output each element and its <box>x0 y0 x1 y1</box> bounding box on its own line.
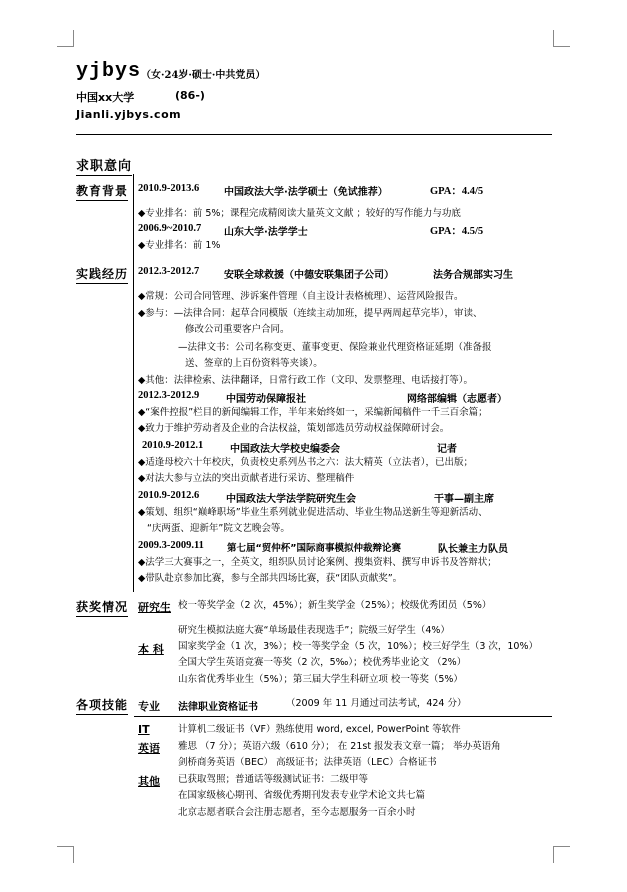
prac1-line2: ◆参与：—法律合同：起草合同模版（连续主动加班，提早两周起草完毕），审读、 <box>138 308 483 319</box>
prac2-org: 中国劳动保障报社 <box>226 394 306 405</box>
edu1-note: ◆专业排名：前 5%；课程完成精阅读大量英文文献 ；较好的写作能力与功底 <box>138 208 461 219</box>
awards-ug-label: 本 科 <box>138 643 164 656</box>
prac2-line2: ◆致力于维护劳动者及企业的合法权益，策划部选员劳动权益保障研讨会。 <box>138 423 450 434</box>
edu2-school: 山东大学·法学学士 <box>224 227 308 238</box>
edu1-school: 中国政法大学·法学硕士（免试推荐） <box>224 187 388 198</box>
prac4-line2: “庆两蛋、迎新年”院文艺晚会等。 <box>147 523 290 534</box>
skills-other-label: 其他 <box>138 775 160 788</box>
timeline-rule <box>133 174 134 592</box>
prac1-line6: ◆其他：法律检索、法律翻译，日常行政工作（文印、发票整理、电话接打等）。 <box>138 375 474 386</box>
prac5-role: 队长兼主力队员 <box>438 544 508 555</box>
prac1-org: 安联全球救援（中德安联集团子公司） <box>224 270 394 281</box>
prac2-role: 网络部编辑（志愿者） <box>407 394 507 405</box>
phone: (86-) <box>175 89 205 102</box>
header-divider <box>76 134 552 135</box>
crop-mark-top-left <box>57 30 74 47</box>
skills-pro-label: 专业 <box>138 700 160 713</box>
prac4-date: 2010.9-2012.6 <box>138 490 200 501</box>
awards-ug-line2: 国家奖学金（1 次，3%）；校一等奖学金（5 次，10%）；校三好学生（3 次，10%） <box>178 641 538 652</box>
crop-mark-top-right <box>553 30 570 47</box>
prac1-line5: 送、签章的上百份资料等夹谈）。 <box>185 358 323 369</box>
skills-pro-note: （2009 年 11 月通过司法考试，424 分） <box>286 698 467 709</box>
section-education: 教育背景 <box>76 182 128 201</box>
prac4-role: 干事—副主席 <box>434 494 494 505</box>
prac1-role: 法务合规部实习生 <box>433 270 513 281</box>
awards-grad-label: 研究生 <box>138 601 171 614</box>
prac3-line2: ◆对法大参与立法的突出贡献者进行采访、整理稿件 <box>138 473 355 484</box>
prac5-line1: ◆法学三大赛事之一，全英文，组织队员讨论案例、搜集资料、撰写申诉书及答辩状； <box>138 557 497 568</box>
skills-it-label: IT <box>138 723 150 736</box>
prac5-date: 2009.3-2009.11 <box>138 540 204 551</box>
skills-en-line2: 剑桥商务英语（BEC） 高级证书；法律英语（LEC）合格证书 <box>178 757 437 768</box>
prac1-line3: 修改公司重要客户合同。 <box>185 324 290 335</box>
email: Jianli.yjbys.com <box>76 108 182 121</box>
edu2-note: ◆专业排名：前 1% <box>138 240 221 251</box>
prac1-line4: —法律文书：公司名称变更、董事变更、保险兼业代理资格证延期（准备报 <box>178 342 492 353</box>
prac1-line1: ◆常规：公司合同管理、涉诉案件管理（自主设计表格梳理）、运营风险报告。 <box>138 291 464 302</box>
prac3-role: 记者 <box>437 444 457 455</box>
skills-other-line1: 已获取驾照；普通话等级测试证书：二级甲等 <box>178 774 369 785</box>
edu2-gpa: GPA：4.5/5 <box>430 226 484 237</box>
prac1-date: 2012.3-2012.7 <box>138 266 200 277</box>
prac3-line1: ◆适逢母校六十年校庆，负责校史系列丛书之六：法大精英（立法者），已出版； <box>138 457 474 468</box>
awards-ug-line3: 全国大学生英语竞赛一等奖（2 次，5‰）；校优秀毕业论文 （2%） <box>178 657 467 668</box>
school-name: 中国xx大学 <box>76 91 135 104</box>
skills-pro-text: 法律职业资格证书 <box>178 702 258 713</box>
edu2-date: 2006.9~2010.7 <box>138 223 202 234</box>
section-awards: 获奖情况 <box>76 598 128 617</box>
crop-mark-bottom-right <box>553 846 570 863</box>
section-objective: 求职意向 <box>76 155 132 176</box>
prac5-line2: ◆带队赴京参加比赛，参与全部共四场比赛，获“团队贡献奖”。 <box>138 573 403 584</box>
skills-en-line1: 雅思 （7 分）；英语六级（610 分）； 在 21st 报发表文章一篇； 举办英语角 <box>178 741 501 752</box>
prac5-org: 第七届“贸仲杯”国际商事模拟仲裁辩论赛 <box>227 543 401 554</box>
section-practice: 实践经历 <box>76 265 128 284</box>
section-skills: 各项技能 <box>76 696 128 715</box>
edu1-gpa: GPA：4.4/5 <box>430 186 484 197</box>
awards-ug-line1: 研究生模拟法庭大赛“单场最佳表现选手”；院级三好学生（4%） <box>178 625 450 636</box>
prac3-org: 中国政法大学校史编委会 <box>230 444 340 455</box>
skills-en-label: 英语 <box>138 742 160 755</box>
candidate-name: yjbys <box>76 60 142 83</box>
edu1-date: 2010.9-2013.6 <box>138 183 200 194</box>
skills-other-line2: 在国家级核心期刊、省级优秀期刊发表专业学术论文共七篇 <box>178 790 426 801</box>
crop-mark-bottom-left <box>57 846 74 863</box>
awards-grad-text: 校一等奖学金（2 次，45%）；新生奖学金（25%）；校级优秀团员（5%） <box>178 600 492 611</box>
prac4-org: 中国政法大学法学院研究生会 <box>226 494 356 505</box>
skills-other-line3: 北京志愿者联合会注册志愿者，至今志愿服务一百余小时 <box>178 807 416 818</box>
prac2-line1: ◆“案件控报”栏目的新闻编辑工作，半年来始终如一，采编新闻稿件一千三百余篇； <box>138 407 488 418</box>
skills-divider <box>134 716 552 717</box>
prac2-date: 2012.3-2012.9 <box>138 390 200 401</box>
skills-it-text: 计算机二级证书（VF）熟练使用 word, excel, PowerPoint 等软件 <box>178 724 461 735</box>
prac3-date: 2010.9-2012.1 <box>142 440 204 451</box>
candidate-profile: （女·24岁·硕士·中共党员） <box>141 70 266 81</box>
prac4-line1: ◆策划、组织“巅峰职场”毕业生系列就业促进活动、毕业生物品送新生等迎新活动、 <box>138 507 488 518</box>
awards-ug-line4: 山东省优秀毕业生（5%）；第三届大学生科研立项 校一等奖（5%） <box>178 674 463 685</box>
